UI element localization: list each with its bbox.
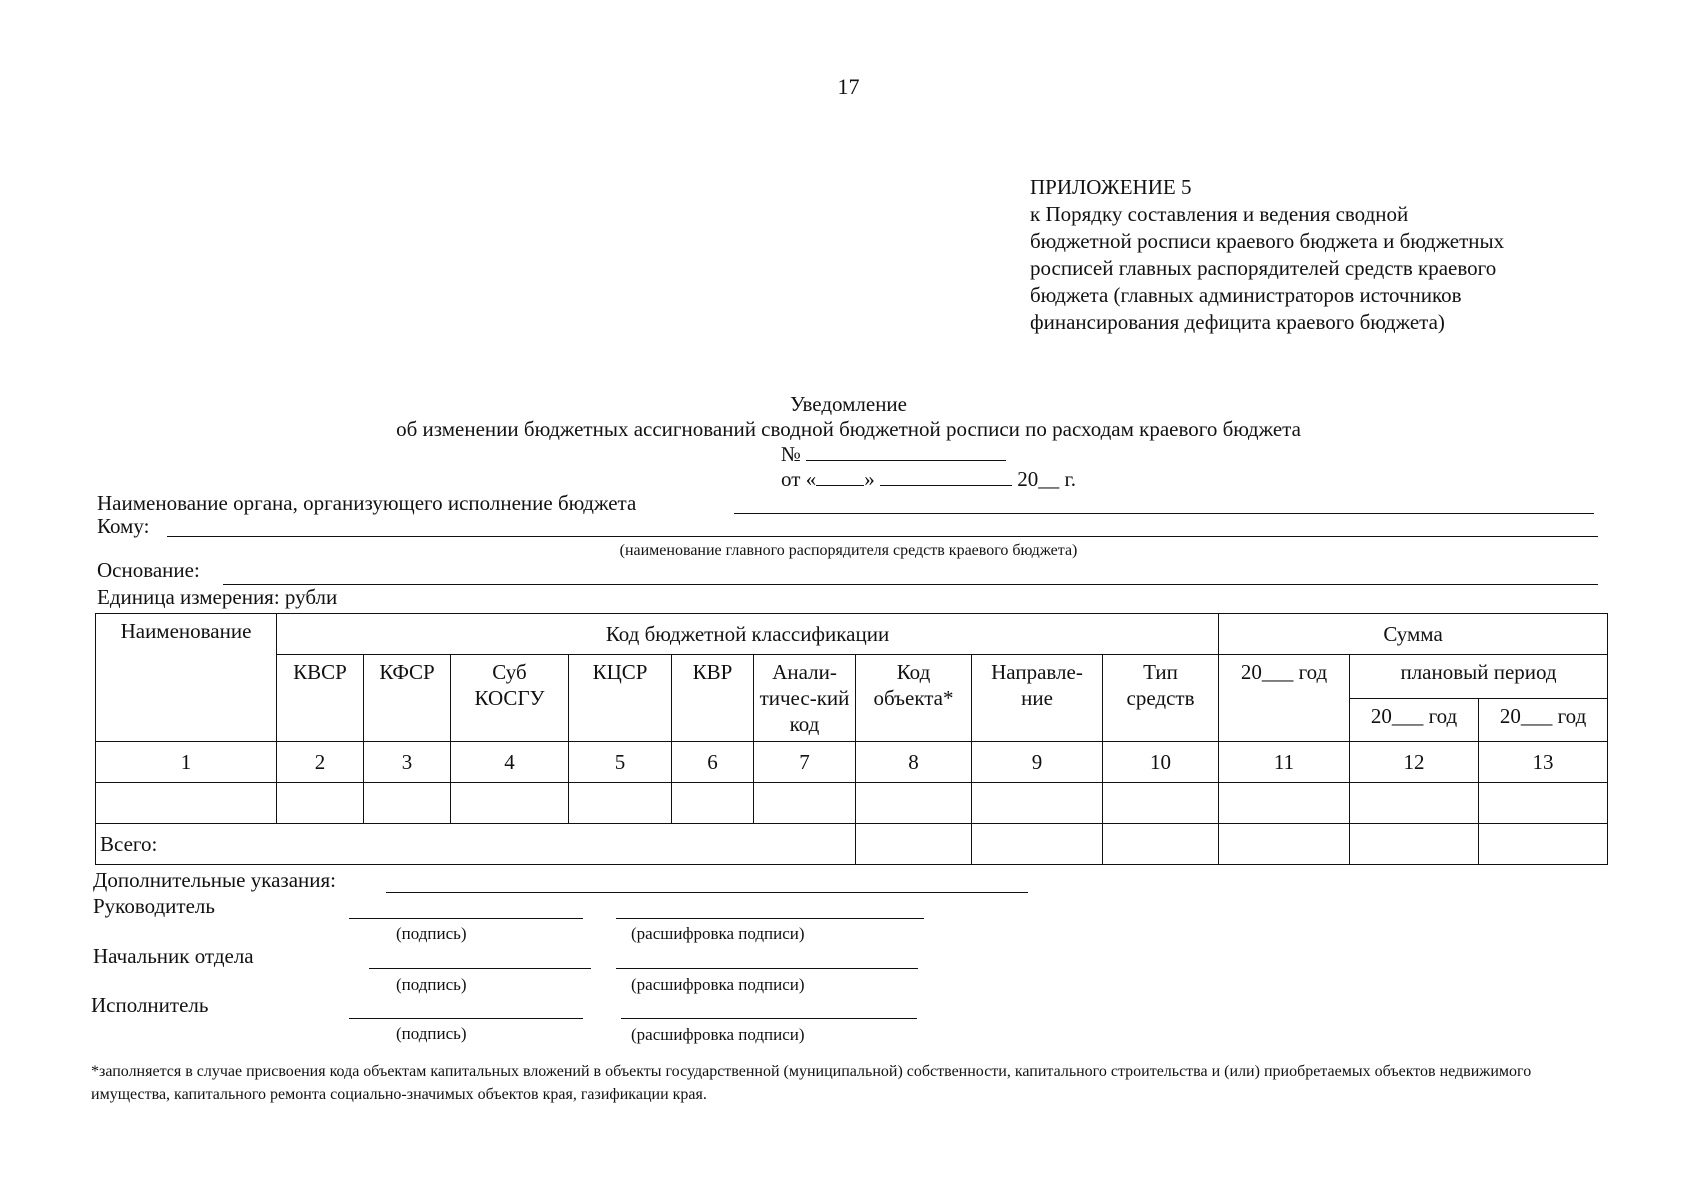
table-cell[interactable] [1219,783,1350,824]
appendix-line: бюджетной росписи краевого бюджета и бюджетных [1030,229,1505,253]
table-cell[interactable] [1350,783,1479,824]
header-year-plan-2: 20___ год [1479,698,1608,742]
appendix-line: к Порядку составления и ведения сводной [1030,202,1409,226]
table-cell[interactable] [1103,824,1219,865]
total-row [96,824,1608,865]
col-num: 1 [96,742,277,783]
decode-caption: (расшифровка подписи) [631,975,805,994]
col-num: 3 [364,742,451,783]
table-cell[interactable] [569,783,672,824]
column-number-row [96,742,1608,783]
header-object-code: Код объекта* [856,655,972,742]
table-cell[interactable] [1350,824,1479,865]
table-cell[interactable] [277,783,364,824]
table-cell[interactable] [972,824,1103,865]
title-number [0,442,1697,467]
basis-field[interactable] [223,584,1598,585]
header-kcsr: КЦСР [569,655,672,742]
footnote: *заполняется в случае присвоения кода объектам капитальных вложений в объекты государственной (муниципальной) собственности, капитального строительства и (или) приобретаемых объектов недвижимого имущества, капитального ремонта социально-значимых объектов края, газификации края. [91,1063,1532,1103]
role-label: Начальник отдела [93,944,254,968]
total-label: Всего: [96,824,856,865]
table-cell[interactable] [972,783,1103,824]
col-num: 7 [754,742,856,783]
col-num: 5 [569,742,672,783]
col-num: 6 [672,742,754,783]
decode-caption: (расшифровка подписи) [631,1025,805,1044]
header-sub-kosgu: Суб КОСГУ [451,655,569,742]
table-cell[interactable] [856,824,972,865]
decode-field[interactable] [616,918,924,919]
signature-caption: (подпись) [396,1024,467,1043]
basis-label: Основание: [97,558,200,582]
title-date [0,467,1697,492]
col-num: 4 [451,742,569,783]
title-line-2: об изменении бюджетных ассигнований сводной бюджетной росписи по расходам краевого бюджета [396,417,1301,441]
table-cell[interactable] [1479,824,1608,865]
header-name: Наименование [96,614,277,742]
header-fund-type: Тип средств [1103,655,1219,742]
appendix-line: росписей главных распорядителей средств краевого [1030,256,1497,280]
table-row [96,783,1608,824]
to-field[interactable] [167,536,1598,537]
header-code: Код бюджетной классификации [277,614,1219,655]
extra-label: Дополнительные указания: [93,868,337,892]
date-prefix: от « [781,467,817,491]
appendix-heading: ПРИЛОЖЕНИЕ 5 [1030,175,1192,199]
table-cell[interactable] [856,783,972,824]
col-num: 11 [1219,742,1350,783]
page-number: 17 [837,74,860,99]
date-month-field[interactable] [880,467,1012,486]
number-label: № [780,442,801,466]
title-line-1: Уведомление [789,392,907,416]
header-kfsr: КФСР [364,655,451,742]
decode-field[interactable] [616,968,918,969]
document-title [0,392,1697,492]
decode-caption: (расшифровка подписи) [631,924,805,943]
table-cell[interactable] [1479,783,1608,824]
signature-caption: (подпись) [396,975,467,994]
table-cell[interactable] [1103,783,1219,824]
signature-field[interactable] [349,918,583,919]
col-num: 12 [1350,742,1479,783]
appendix-block [1030,174,1630,336]
date-year: 20__ г. [1017,467,1076,491]
header-sum: Сумма [1219,614,1608,655]
to-label: Кому: [97,514,150,538]
organ-label: Наименование органа, организующего исполнение бюджета [97,491,637,515]
date-day-field[interactable] [816,467,864,486]
decode-field[interactable] [621,1018,917,1019]
table-cell[interactable] [451,783,569,824]
signature-field[interactable] [369,968,591,969]
signature-field[interactable] [349,1018,583,1019]
header-kvsr: КВСР [277,655,364,742]
col-num: 13 [1479,742,1608,783]
table-cell[interactable] [96,783,277,824]
extra-field[interactable] [386,892,1028,893]
appendix-line: бюджета (главных администраторов источников [1030,283,1462,307]
role-label: Руководитель [93,894,215,918]
header-analytic-code: Анали-тичес-кий код [754,655,856,742]
signature-caption: (подпись) [396,924,467,943]
appendix-line: финансирования дефицита краевого бюджета) [1030,310,1445,334]
unit-label: Единица измерения: рубли [97,585,338,609]
date-quote: » [864,467,875,491]
number-field[interactable] [806,442,1006,461]
col-num: 2 [277,742,364,783]
to-caption: (наименование главного распорядителя средств краевого бюджета) [619,542,1078,559]
col-num: 9 [972,742,1103,783]
role-label: Исполнитель [91,993,209,1017]
budget-table [95,613,1608,865]
header-direction: Направле-ние [972,655,1103,742]
table-cell[interactable] [672,783,754,824]
table-cell[interactable] [754,783,856,824]
table-cell[interactable] [364,783,451,824]
col-num: 8 [856,742,972,783]
organ-field[interactable] [734,513,1594,514]
col-num: 10 [1103,742,1219,783]
header-kvr: КВР [672,655,754,742]
header-planned-period: плановый период [1350,655,1608,699]
header-year-plan-1: 20___ год [1350,698,1479,742]
header-year-current: 20___ год [1219,655,1350,742]
table-cell[interactable] [1219,824,1350,865]
